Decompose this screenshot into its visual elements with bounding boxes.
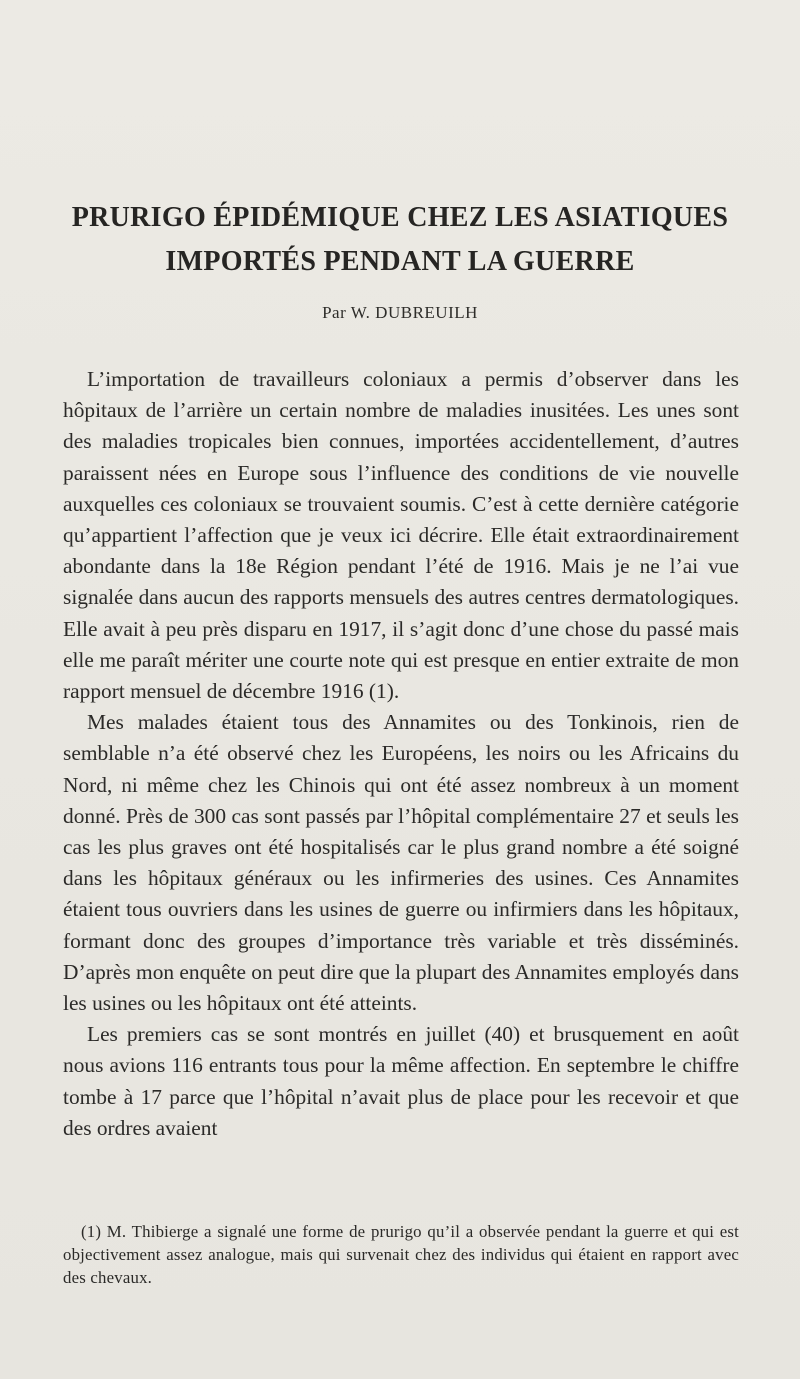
article-title-line-1: PRURIGO ÉPIDÉMIQUE CHEZ LES ASIATIQUES bbox=[71, 202, 729, 233]
paragraph: Les premiers cas se sont montrés en juillet (40) et brusquement en août nous avions 116 entrants tous pour la même affection. En septembre le chiffre tombe à 17 parce que l’hôpital n’avait plus de place pour les recevoir et que des ordres avaient bbox=[63, 1022, 739, 1140]
article-author: Par W. DUBREUILH bbox=[322, 303, 478, 322]
footnote bbox=[63, 1220, 739, 1289]
article-body bbox=[63, 364, 739, 1144]
article-title-line-2: IMPORTÉS PENDANT LA GUERRE bbox=[165, 246, 635, 277]
paragraph: Mes malades étaient tous des Annamites ou des Tonkinois, rien de semblable n’a été observé chez les Européens, les noirs ou les Africains du Nord, ni même chez les Chinois qui ont été assez nombreux à un moment donné. Près de 300 cas sont passés par l’hôpital complémentaire 27 et seuls les cas les plus graves ont été hospitalisés car le plus grand nombre a été soigné dans les hôpitaux généraux ou les infirmeries des usines. Ces Annamites étaient tous ouvriers dans les usines de guerre ou infirmiers dans les hôpitaux, formant donc des groupes d’importance très variable et très disséminés. D’après mon enquête on peut dire que la plupart des Annamites employés dans les usines ou les hôpitaux ont été atteints. bbox=[63, 710, 739, 1016]
footnote-text: (1) M. Thibierge a signalé une forme de prurigo qu’il a observée pendant la guerre et qui est objectivement assez analogue, mais qui survenait chez des individus qui étaient en rapport avec des chevaux. bbox=[63, 1222, 739, 1287]
paragraph: L’importation de travailleurs coloniaux a permis d’observer dans les hôpitaux de l’arrière un certain nombre de maladies inusitées. Les unes sont des maladies tropicales bien connues, importées accidentellement, d’autres paraissent nées en Europe sous l’influence des conditions de vie nouvelle auxquelles ces coloniaux se trouvaient soumis. C’est à cette dernière catégorie qu’appartient l’affection que je veux ici décrire. Elle était extraordinairement abondante dans la 18e Région pendant l’été de 1916. Mais je ne l’ai vue signalée dans aucun des rapports mensuels des autres centres dermatologiques. Elle avait à peu près disparu en 1917, il s’agit donc d’une chose du passé mais elle me paraît mériter une courte note qui est presque en entier extraite de mon rapport mensuel de décembre 1916 (1). bbox=[63, 367, 739, 704]
